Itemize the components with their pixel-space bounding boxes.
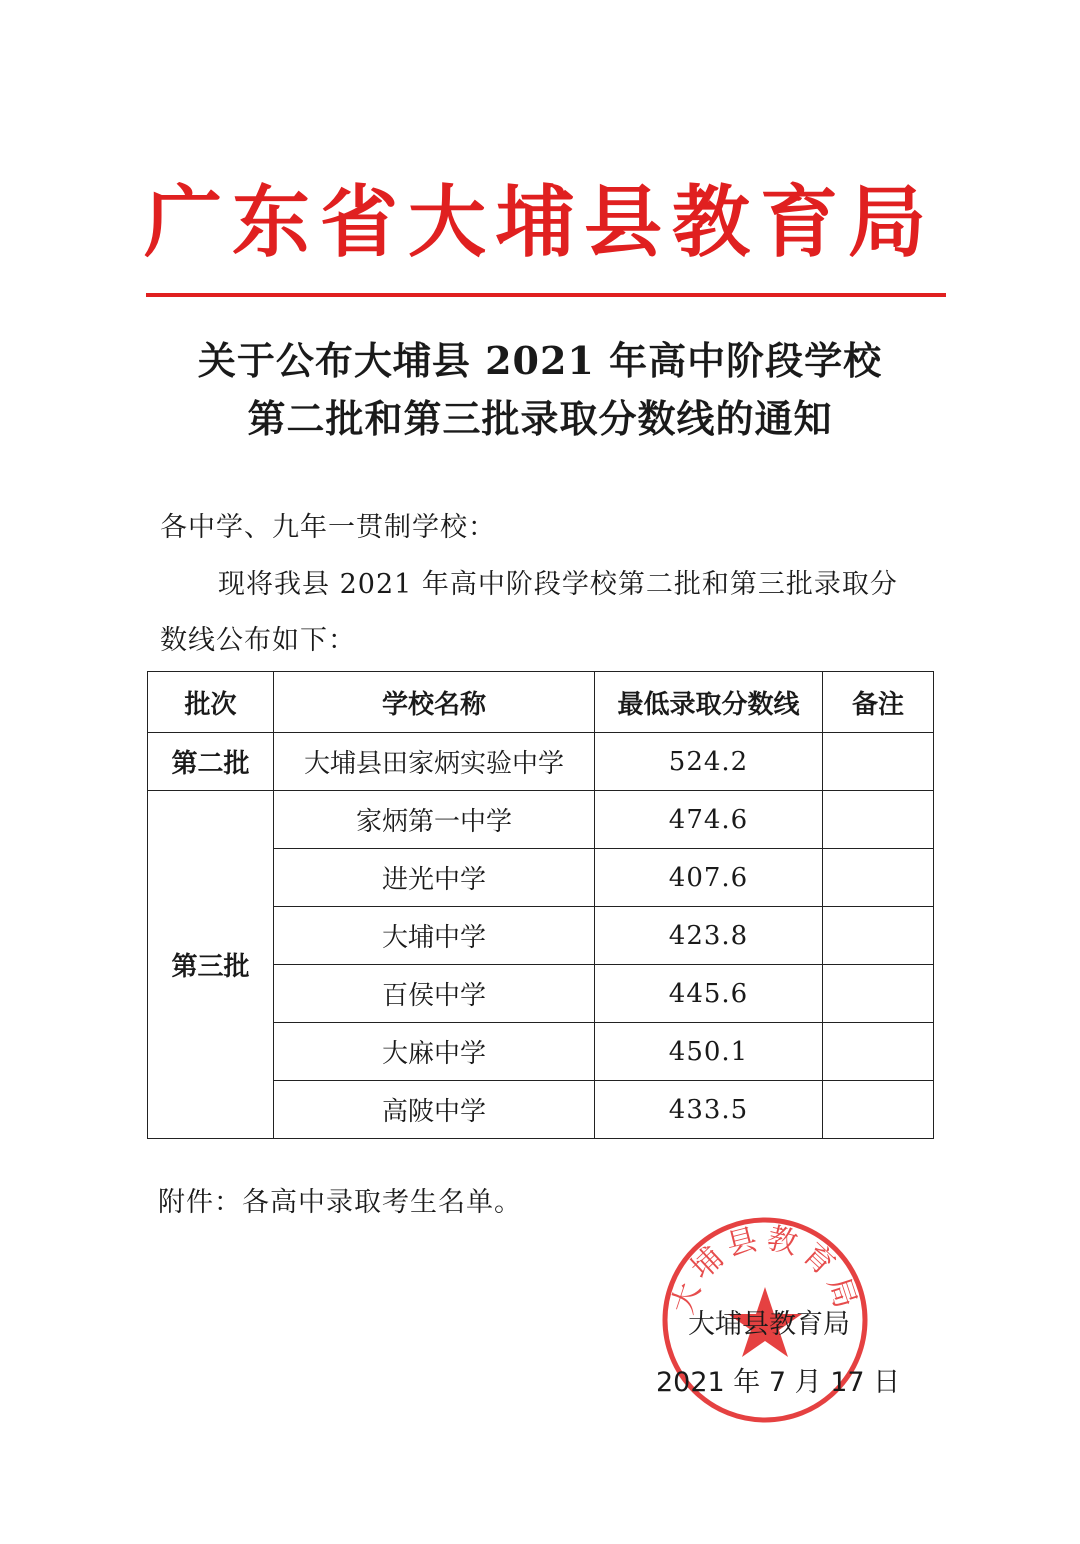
note-cell — [823, 1081, 934, 1139]
note-cell — [823, 849, 934, 907]
min-score: 524.2 — [595, 733, 823, 791]
batch-label: 第二批 — [148, 733, 274, 791]
header-school: 学校名称 — [274, 672, 595, 733]
school-name: 家炳第一中学 — [274, 791, 595, 849]
header-score: 最低录取分数线 — [595, 672, 823, 733]
min-score: 423.8 — [595, 907, 823, 965]
min-score: 450.1 — [595, 1023, 823, 1081]
notice-title-line1: 关于公布大埔县 2021 年高中阶段学校 — [197, 338, 883, 383]
school-name: 大埔中学 — [274, 907, 595, 965]
letterhead-divider — [146, 293, 946, 297]
table-header-row — [148, 672, 934, 733]
min-score: 445.6 — [595, 965, 823, 1023]
letterhead-title: 广东省大埔县教育局 — [143, 178, 936, 268]
header-note: 备注 — [823, 672, 934, 733]
min-score: 433.5 — [595, 1081, 823, 1139]
min-score: 474.6 — [595, 791, 823, 849]
school-name: 大麻中学 — [274, 1023, 595, 1081]
salutation: 各中学、九年一贯制学校： — [160, 512, 496, 543]
note-cell — [823, 1023, 934, 1081]
attachment-note: 附件：各高中录取考生名单。 — [158, 1187, 522, 1218]
table-row — [148, 791, 934, 849]
note-cell — [823, 907, 934, 965]
min-score: 407.6 — [595, 849, 823, 907]
note-cell — [823, 965, 934, 1023]
admission-score-table — [147, 671, 934, 1139]
note-cell — [823, 733, 934, 791]
header-batch: 批次 — [148, 672, 274, 733]
school-name: 百侯中学 — [274, 965, 595, 1023]
note-cell — [823, 791, 934, 849]
paragraph-line1: 现将我县 2021 年高中阶段学校第二批和第三批录取分 — [218, 569, 898, 600]
school-name: 高陂中学 — [274, 1081, 595, 1139]
signature-org: 大埔县教育局 — [688, 1309, 850, 1340]
batch-label: 第三批 — [148, 791, 274, 1139]
seal-text: 大埔县教育局 — [665, 1220, 865, 1319]
paragraph-line2: 数线公布如下： — [160, 625, 356, 656]
table-row — [148, 733, 934, 791]
signature-date: 2021 年 7 月 17 日 — [656, 1367, 901, 1398]
school-name: 进光中学 — [274, 849, 595, 907]
school-name: 大埔县田家炳实验中学 — [274, 733, 595, 791]
notice-title-line2: 第二批和第三批录取分数线的通知 — [247, 396, 833, 441]
